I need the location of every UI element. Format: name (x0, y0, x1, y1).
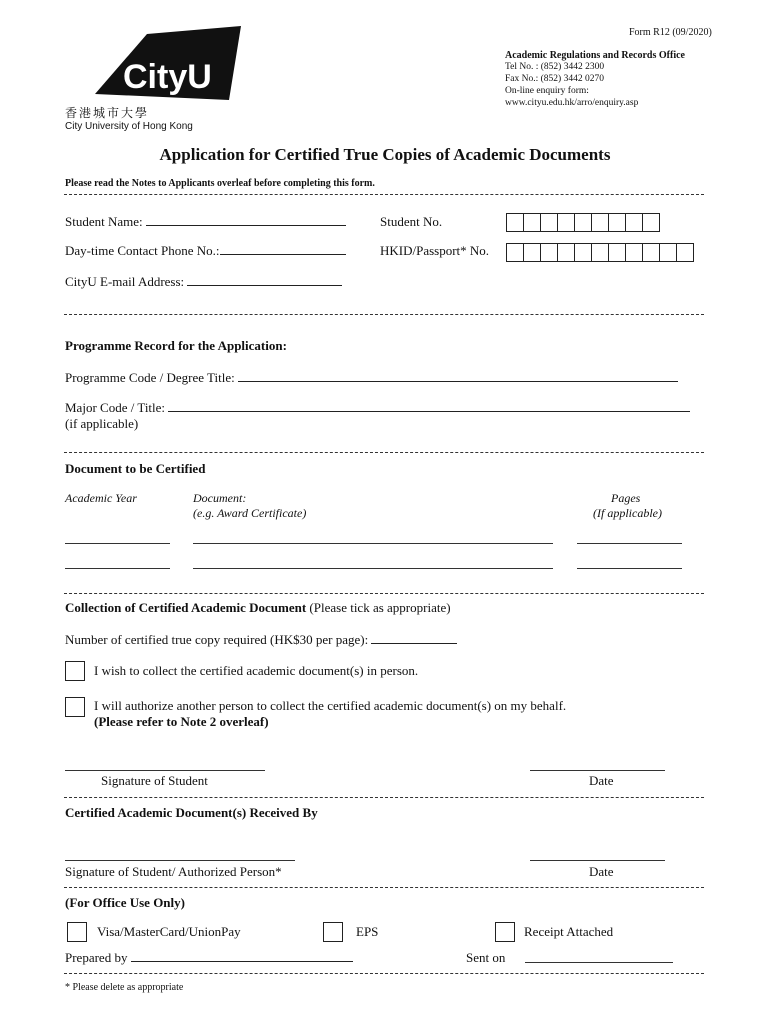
office-enquiry-label: On-line enquiry form: (505, 86, 589, 96)
divider (64, 593, 704, 594)
email-field[interactable] (187, 274, 342, 286)
collect-in-person-checkbox[interactable] (65, 661, 85, 681)
student-name-field[interactable] (146, 214, 346, 226)
footnote: * Please delete as appropriate (65, 982, 184, 993)
card-payment-label: Visa/MasterCard/UnionPay (97, 924, 241, 939)
form-code: Form R12 (09/2020) (629, 27, 712, 38)
receipt-checkbox[interactable] (495, 922, 515, 942)
prepared-label: Prepared by (65, 950, 131, 965)
collection-date-field[interactable] (530, 770, 665, 771)
logo-wordmark: CityU (123, 58, 212, 96)
email-label: CityU E-mail Address: (65, 274, 188, 289)
programme-code-row (65, 370, 678, 386)
major-row (65, 400, 690, 416)
eps-label: EPS (356, 924, 379, 939)
collect-in-person-label: I wish to collect the certified academic document(s) in person. (94, 663, 419, 678)
document-field-1[interactable] (193, 543, 553, 544)
office-use-heading: (For Office Use Only) (65, 895, 185, 910)
col-academic-year: Academic Year (65, 491, 137, 505)
cityu-logo (95, 26, 245, 104)
email-row (65, 274, 342, 290)
document-heading: Document to be Certified (65, 461, 206, 476)
col-pages: Pages (611, 491, 641, 505)
office-tel: Tel No. : (852) 3442 2300 (505, 62, 605, 72)
received-signature-field[interactable] (65, 860, 295, 861)
phone-row (65, 243, 346, 259)
divider (64, 314, 704, 315)
intro-note: Please read the Notes to Applicants overleaf before completing this form. (65, 178, 375, 189)
logo-english-name: City University of Hong Kong (65, 121, 193, 132)
received-date-label: Date (589, 864, 614, 879)
student-signature-field[interactable] (65, 770, 265, 771)
collection-heading-note: (Please tick as appropriate) (306, 600, 451, 615)
collection-heading: Collection of Certified Academic Document (65, 600, 307, 615)
prepared-row (65, 950, 353, 966)
student-name-row (65, 214, 346, 230)
divider (64, 452, 704, 453)
col-document-eg: (e.g. Award Certificate) (193, 506, 307, 520)
col-pages-note: (If applicable) (593, 506, 662, 520)
phone-label: Day-time Contact Phone No.: (65, 243, 220, 258)
student-no-label: Student No. (380, 214, 443, 229)
hkid-label: HKID/Passport* No. (380, 243, 490, 258)
pages-field-2[interactable] (577, 568, 682, 569)
collection-date-label: Date (589, 773, 614, 788)
prepared-field[interactable] (131, 950, 353, 962)
student-signature-label: Signature of Student (101, 773, 208, 788)
major-field[interactable] (168, 400, 690, 412)
divider (64, 973, 704, 974)
divider (64, 887, 704, 888)
authorize-note: (Please refer to Note 2 overleaf) (94, 714, 269, 729)
office-enquiry-url[interactable]: www.cityu.edu.hk/arro/enquiry.asp (505, 98, 639, 108)
col-document: Document: (193, 491, 247, 505)
copies-row (65, 632, 457, 648)
hkid-field[interactable] (506, 243, 693, 262)
collection-heading-row (65, 600, 451, 616)
programme-heading: Programme Record for the Application: (65, 338, 287, 353)
received-date-field[interactable] (530, 860, 665, 861)
authorize-label: I will authorize another person to collect the certified academic document(s) on my behalf. (94, 698, 567, 713)
student-no-field[interactable] (506, 213, 659, 232)
eps-checkbox[interactable] (323, 922, 343, 942)
copies-field[interactable] (371, 632, 457, 644)
programme-code-field[interactable] (238, 370, 678, 382)
authorize-checkbox[interactable] (65, 697, 85, 717)
phone-field[interactable] (220, 243, 346, 255)
year-field-1[interactable] (65, 543, 170, 544)
card-payment-checkbox[interactable] (67, 922, 87, 942)
major-note: (if applicable) (65, 416, 139, 431)
received-signature-label: Signature of Student/ Authorized Person* (65, 864, 282, 879)
divider (64, 797, 704, 798)
logo-chinese-name: 香港城市大學 (65, 106, 150, 120)
major-label: Major Code / Title: (65, 400, 169, 415)
office-name: Academic Regulations and Records Office (505, 50, 685, 61)
document-field-2[interactable] (193, 568, 553, 569)
programme-code-label: Programme Code / Degree Title: (65, 370, 238, 385)
sent-field[interactable] (525, 962, 673, 963)
pages-field-1[interactable] (577, 543, 682, 544)
received-heading: Certified Academic Document(s) Received By (65, 805, 318, 820)
divider (64, 194, 704, 195)
form-title: Application for Certified True Copies of Academic Documents (159, 145, 611, 164)
office-fax: Fax No.: (852) 3442 0270 (505, 74, 604, 84)
student-name-label: Student Name: (65, 214, 146, 229)
receipt-label: Receipt Attached (524, 924, 614, 939)
year-field-2[interactable] (65, 568, 170, 569)
sent-label: Sent on (466, 950, 506, 965)
copies-label: Number of certified true copy required (HK$30 per page): (65, 632, 372, 647)
